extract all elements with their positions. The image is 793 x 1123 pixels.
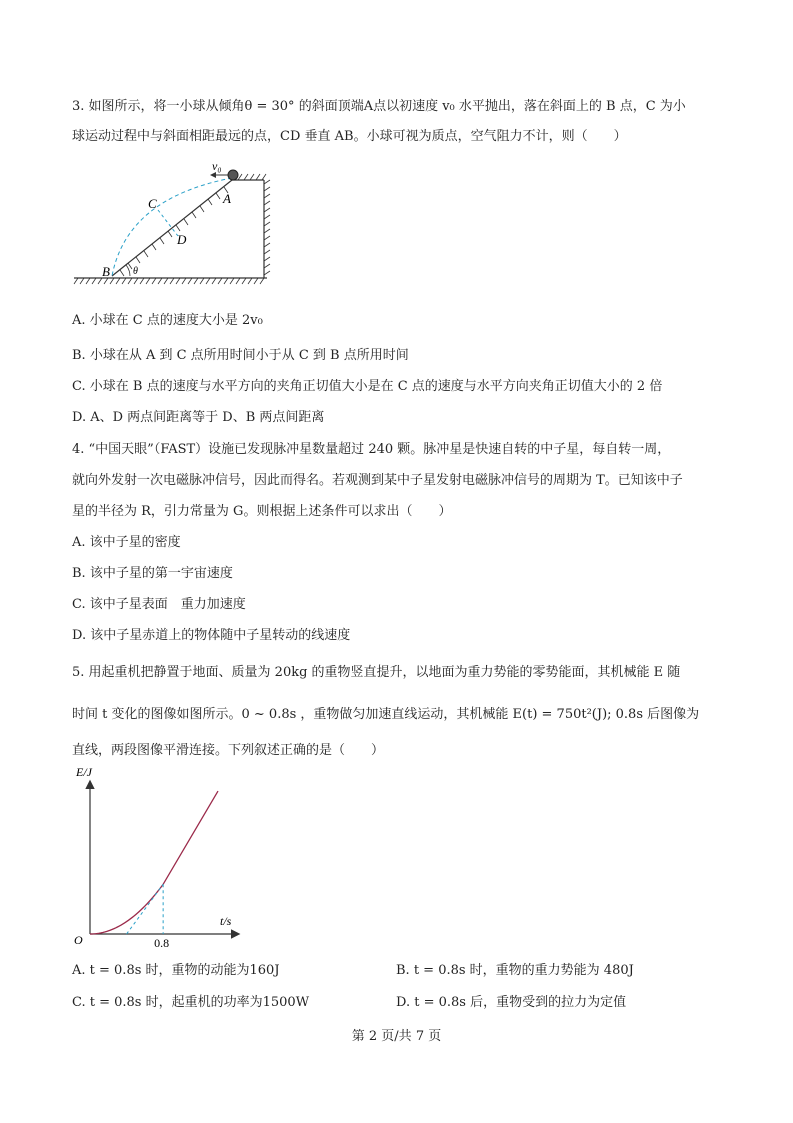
- q4-option-c: C. 该中子星表面 重力加速度: [72, 597, 246, 612]
- q5-option-b: B. t = 0.8s 时，重物的重力势能为 480J: [396, 963, 634, 978]
- q4-stem-line1: 4. “中国天眼”（FAST）设施已发现脉冲星数量超过 240 颗。脉冲星是快速自转的中子星，每自转一周，: [72, 442, 671, 457]
- cd-dashed: [158, 210, 178, 236]
- energy-curve: [90, 791, 218, 934]
- q3-option-a: A. 小球在 C 点的速度大小是 2v₀: [72, 313, 263, 328]
- q3-stem-line1: 3. 如图所示，将一小球从倾角θ = 30° 的斜面顶端A点以初速度 v₀ 水平抛出，落在斜面上的 B 点，C 为小: [72, 99, 686, 114]
- theta-arc: [126, 265, 130, 276]
- q3-option-b: B. 小球在从 A 到 C 点所用时间小于从 C 到 B 点所用时间: [72, 348, 409, 363]
- q4-option-d: D. 该中子星赤道上的物体随中子星转动的线速度: [72, 628, 351, 643]
- x-axis-label: t/s: [220, 914, 232, 928]
- q3-option-c: C. 小球在 B 点的速度与水平方向的夹角正切值大小是在 C 点的速度与水平方向夹角正切值大小的 2 倍: [72, 379, 663, 394]
- q3-incline-figure: [72, 158, 292, 288]
- label-D: D: [177, 232, 187, 247]
- q5-stem-line3: 直线，两段图像平滑连接。下列叙述正确的是（ ）: [72, 743, 385, 758]
- q4-stem-line3: 星的半径为 R，引力常量为 G。则根据上述条件可以求出（ ）: [72, 504, 452, 519]
- origin-label: O: [74, 933, 83, 947]
- energy-time-chart: [68, 762, 258, 952]
- label-theta: θ: [133, 266, 138, 277]
- q5-option-c: C. t = 0.8s 时，起重机的功率为1500W: [72, 995, 310, 1010]
- label-B: B: [102, 264, 110, 279]
- q5-stem-line1: 5. 用起重机把静置于地面、质量为 20kg 的重物竖直提升，以地面为重力势能的零势能面，其机械能 E 随: [72, 665, 681, 680]
- page-footer: 第 2 页/共 7 页: [351, 1029, 442, 1044]
- wall-hatch: [264, 180, 270, 275]
- q3-stem-line2: 球运动过程中与斜面相距最远的点，CD 垂直 AB。小球可视为质点，空气阻力不计，则（ ）: [72, 129, 627, 144]
- label-C: C: [148, 196, 157, 211]
- q3-option-d: D. A、D 两点间距离等于 D、B 两点间距离: [72, 410, 325, 425]
- q4-stem-line2: 就向外发射一次电磁脉冲信号，因此而得名。若观测到某中子星发射电磁脉冲信号的周期为 T。已知该中子: [72, 473, 683, 488]
- label-v0: v₀: [212, 159, 222, 173]
- x-tick-label: 0.8: [154, 936, 170, 950]
- q4-option-a: A. 该中子星的密度: [72, 535, 181, 550]
- q5-option-a: A. t = 0.8s 时，重物的动能为160J: [72, 963, 280, 978]
- chart-marks: [90, 791, 218, 934]
- y-axis-label: E/J: [76, 765, 92, 779]
- ball: [228, 170, 238, 180]
- q5-option-d: D. t = 0.8s 后，重物受到的拉力为定值: [396, 995, 627, 1010]
- incline-surface: [112, 180, 232, 276]
- q5-stem-line2: 时间 t 变化的图像如图所示。0 ~ 0.8s ，重物做匀加速直线运动，其机械能 E(t) = 750t²(J); 0.8s 后图像为: [72, 707, 700, 722]
- label-A: A: [223, 191, 231, 206]
- q4-option-b: B. 该中子星的第一宇宙速度: [72, 566, 233, 581]
